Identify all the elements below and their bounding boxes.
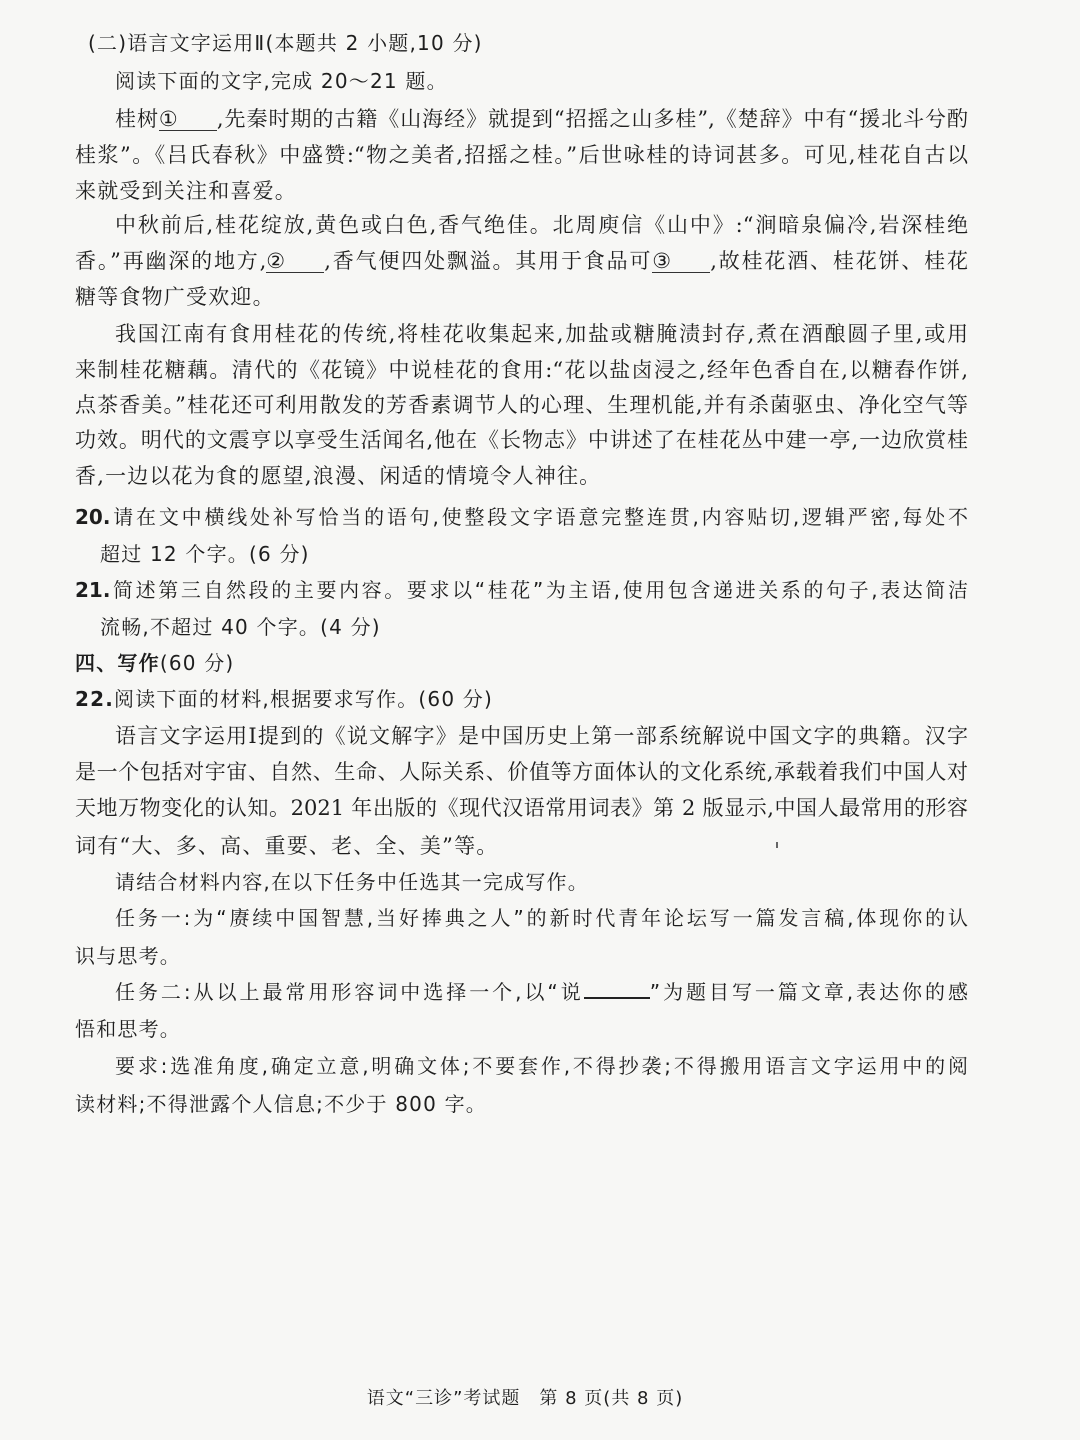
text-segment: 简述第三自然段的主要内容。要求以“桂花”为主语,使用包含递进关系的句子,表达简洁 [110, 578, 968, 602]
text-segment: ”为题目写一篇文章,表达你的感 [649, 980, 968, 1004]
text-segment: 香。”再幽深的地方, [75, 249, 267, 273]
text-line [115, 904, 968, 932]
text-line [75, 942, 968, 970]
text-segment: 请结合材料内容,在以下任务中任选其一完成写作。 [115, 870, 589, 894]
question-number: 20. [75, 505, 111, 529]
text-segment: 糖等食物广受欢迎。 [75, 285, 275, 309]
question-number: 22. [75, 687, 115, 711]
text-line [75, 503, 968, 531]
text-segment: 香,一边以花为食的愿望,浪漫、闲适的情境令人神往。 [75, 464, 602, 488]
text-segment: 阅读下面的文字,完成 20～21 题。 [115, 69, 448, 93]
text-line [88, 29, 968, 57]
text-segment: 任务二:从以上最常用形容词中选择一个,以“说 [115, 980, 584, 1004]
text-line [75, 356, 968, 384]
text-line [115, 67, 968, 95]
text-line [75, 794, 968, 822]
text-segment: (60 分) [159, 651, 235, 675]
text-line [115, 868, 968, 896]
text-segment: 中秋前后,桂花绽放,黄色或白色,香气绝佳。北周庾信《山中》:“涧暗泉偏冷,岩深桂绝 [115, 213, 968, 237]
text-line [115, 1052, 968, 1080]
text-segment: 要求:选准角度,确定立意,明确文体;不要套作,不得抄袭;不得搬用语言文字运用中的阅 [115, 1054, 968, 1078]
text-line [115, 320, 968, 348]
text-segment: 读材料;不得泄露个人信息;不少于 800 字。 [75, 1092, 487, 1116]
text-line [115, 978, 968, 1006]
text-line [75, 462, 968, 490]
scan-speck [776, 842, 778, 848]
text-line [75, 141, 968, 169]
text-segment: 功效。明代的文震亨以享受生活闻名,他在《长物志》中讲述了在桂花丛中建一亭,一边欣赏桂 [75, 428, 968, 452]
text-segment: 桂树 [115, 107, 159, 131]
text-segment: (二)语言文字运用Ⅱ(本题共 2 小题,10 分) [88, 31, 483, 55]
fill-in-blank: ③ [652, 250, 710, 273]
text-segment: 点茶香美。”桂花还可利用散发的芳香素调节人的心理、生理机能,并有杀菌驱虫、净化空气等 [75, 393, 968, 417]
text-segment: 来就受到关注和喜爱。 [75, 179, 297, 203]
text-segment: 词有“大、多、高、重要、老、全、美”等。 [75, 834, 499, 858]
question-number: 21. [75, 578, 111, 602]
text-line [75, 758, 968, 786]
text-segment: 悟和思考。 [75, 1017, 181, 1041]
text-segment: 超过 12 个字。(6 分) [100, 542, 310, 566]
fill-in-blank: ② [266, 250, 324, 273]
text-line [75, 576, 968, 604]
text-line [115, 722, 968, 750]
text-line [75, 832, 968, 860]
text-segment: 任务一:为“赓续中国智慧,当好捧典之人”的新时代青年论坛写一篇发言稿,体现你的认 [115, 906, 968, 930]
text-segment: 请在文中横线处补写恰当的语句,使整段文字语意完整连贯,内容贴切,逻辑严密,每处不 [110, 505, 968, 529]
question-number: 四、写作 [75, 651, 160, 675]
fill-in-blank [584, 997, 650, 999]
text-line [75, 649, 968, 677]
text-segment: 阅读下面的材料,根据要求写作。(60 分) [114, 687, 494, 711]
text-line [100, 613, 968, 641]
text-line [75, 391, 968, 419]
text-line [75, 247, 968, 275]
text-segment: 是一个包括对宇宙、自然、生命、人际关系、价值等方面体认的文化系统,承载着我们中国人对 [75, 760, 968, 784]
text-segment: 桂浆”。《吕氏春秋》中盛赞:“物之美者,招摇之桂。”后世咏桂的诗词甚多。可见,桂花自古以 [75, 143, 968, 167]
text-segment: 来制桂花糖藕。清代的《花镜》中说桂花的食用:“花以盐卤浸之,经年色香自在,以糖舂作饼, [75, 358, 968, 382]
text-line [75, 177, 968, 205]
text-segment: 流畅,不超过 40 个字。(4 分) [100, 615, 381, 639]
text-line [100, 540, 968, 568]
text-line [75, 1015, 968, 1043]
fill-in-blank: ① [159, 108, 217, 131]
text-segment: ,故桂花酒、桂花饼、桂花 [710, 249, 968, 273]
text-segment: 我国江南有食用桂花的传统,将桂花收集起来,加盐或糖腌渍封存,煮在酒酿圆子里,或用 [115, 322, 968, 346]
text-line [75, 1090, 968, 1118]
text-line [115, 105, 968, 133]
text-segment: 语言文字运用Ⅰ提到的《说文解字》是中国历史上第一部系统解说中国文字的典籍。汉字 [115, 724, 968, 748]
page-footer: 语文“三诊”考试题 第 8 页(共 8 页) [366, 1388, 684, 1409]
text-segment: ,先秦时期的古籍《山海经》就提到“招摇之山多桂”,《楚辞》中有“援北斗兮酌 [216, 107, 968, 131]
text-segment: 识与思考。 [75, 944, 181, 968]
text-line [75, 426, 968, 454]
text-segment: ,香气便四处飘溢。其用于食品可 [324, 249, 653, 273]
text-segment: 天地万物变化的认知。2021 年出版的《现代汉语常用词表》第 2 版显示,中国人最常用的形容 [75, 796, 968, 820]
text-line [115, 211, 968, 239]
text-line [75, 283, 968, 311]
text-line [75, 685, 968, 713]
